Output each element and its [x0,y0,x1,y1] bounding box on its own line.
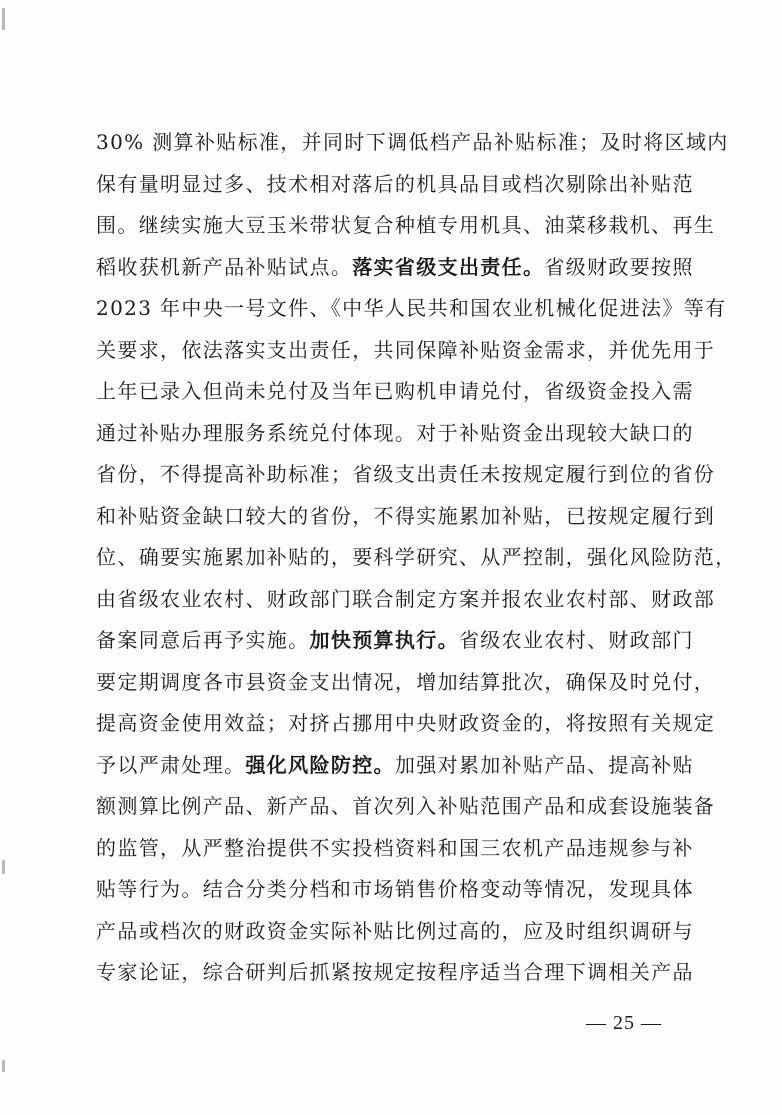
text-line [96,662,716,704]
text-segment: 30% 测算补贴标准，并同时下调低档产品补贴标准；及时将区域内 [96,130,729,154]
text-segment: 2023 年中央一号文件、《中华人民共和国农业机械化促进法》等有 [96,296,727,320]
text-segment: 保有量明显过多、技术相对落后的机具品目或档次剔除出补贴范 [96,171,694,196]
text-line [96,164,694,206]
text-line [96,745,694,787]
text-segment: 通过补贴办理服务系统兑付体现。对于补贴资金出现较大缺口的 [96,420,694,445]
text-line [96,703,716,745]
text-segment: 产品或档次的财政资金实际补贴比例过高的，应及时组织调研与 [96,918,694,943]
text-line [96,579,716,621]
text-segment: 省级农业农村、财政部门 [458,628,694,652]
bold-heading-phrase: 强化风险防控。 [245,752,395,777]
text-line [96,786,716,828]
text-segment: 位、确要实施累加补贴的，要科学研究、从严控制，强化风险防范， [96,545,737,569]
bold-heading-phrase: 加快预算执行。 [309,628,459,652]
text-line [96,496,716,538]
text-segment: 稻收获机新产品补贴试点。 [96,254,353,279]
page-number: — 25 — [586,1012,662,1034]
text-line [96,620,694,662]
text-segment: 予以严肃处理。 [96,752,246,777]
text-segment: 围。继续实施大豆玉米带状复合种植专用机具、油菜移栽机、再生 [96,213,716,237]
text-line [96,413,694,455]
text-segment: 额测算比例产品、新产品、首次列入补贴范围产品和成套设施装备 [96,794,716,818]
bold-heading-phrase: 落实省级支出责任。 [352,254,545,279]
scan-edge-mark [2,860,5,874]
text-line [96,371,694,413]
text-line [96,288,727,330]
text-segment: 备案同意后再予实施。 [96,628,310,652]
text-segment: 上年已录入但尚未兑付及当年已购机申请兑付，省级资金投入需 [96,379,694,403]
text-line [96,330,716,372]
text-line [96,911,694,953]
text-segment: 贴等行为。结合分类分档和市场销售价格变动等情况，发现具体 [96,877,694,901]
text-line [96,828,694,870]
text-line [96,205,716,247]
text-segment: 专家论证，综合研判后抓紧按规定按程序适当合理下调相关产品 [96,960,694,984]
text-line [96,869,694,911]
text-line [96,122,729,164]
text-segment: 关要求，依法落实支出责任，共同保障补贴资金需求，并优先用于 [96,337,716,362]
text-segment: 要定期调度各市县资金支出情况，增加结算批次，确保及时兑付， [96,669,716,694]
text-segment: 省份，不得提高补助标准；省级支出责任未按规定履行到位的省份 [96,462,716,486]
scan-edge-mark [2,1060,5,1072]
text-segment: 加强对累加补贴产品、提高补贴 [394,752,694,777]
text-segment: 的监管，从严整治提供不实投档资料和国三农机产品违规参与补 [96,835,694,860]
text-line [96,952,694,994]
text-segment: 和补贴资金缺口较大的省份，不得实施累加补贴，已按规定履行到 [96,503,716,528]
text-segment: 省级财政要按照 [544,254,694,279]
text-line [96,537,737,579]
text-segment: 提高资金使用效益；对挤占挪用中央财政资金的，将按照有关规定 [96,711,716,735]
body-text [96,122,737,994]
scan-edge-mark [2,8,5,30]
text-line [96,454,716,496]
text-line [96,247,694,289]
text-segment: 由省级农业农村、财政部门联合制定方案并报农业农村部、财政部 [96,586,716,611]
